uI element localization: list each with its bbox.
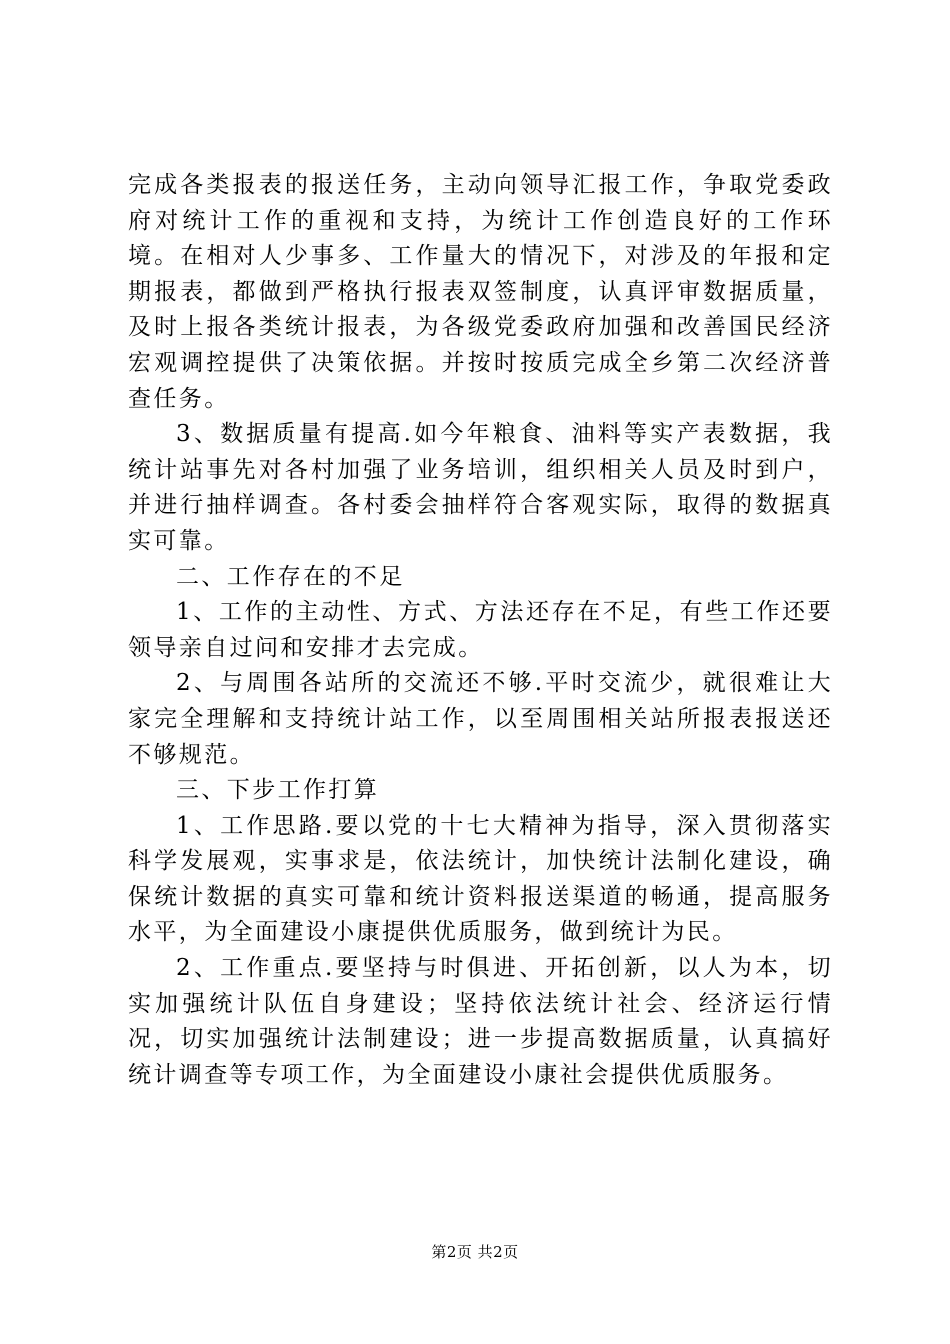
- section-heading-next-steps: 三、下步工作打算: [176, 777, 380, 804]
- paragraph-work-focus: 2、工作重点.要坚持与时俱进、开拓创新，以人为本，切实加强统计队伍自身建设；坚持依法统计社会、经济运行情况，切实加强统计法制建设；进一步提高数据质量，认真搞好统计调查等专项工作，为全面建设小康社会提供优质服务。: [128, 955, 833, 1088]
- section-heading-shortcomings: 二、工作存在的不足: [176, 563, 405, 590]
- page-footer: [0, 1241, 950, 1262]
- paragraph-data-quality: 3、数据质量有提高.如今年粮食、油料等实产表数据，我统计站事先对各村加强了业务培训，组织相关人员及时到户，并进行抽样调查。各村委会抽样符合客观实际，取得的数据真实可靠。: [128, 421, 833, 554]
- paragraph-work-approach: 1、工作思路.要以党的十七大精神为指导，深入贯彻落实科学发展观，实事求是，依法统计，加快统计法制化建设，确保统计数据的真实可靠和统计资料报送渠道的畅通，提高服务水平，为全面建设小康提供优质服务，做到统计为民。: [128, 812, 833, 946]
- paragraph-statistics-reporting: 完成各类报表的报送任务，主动向领导汇报工作，争取党委政府对统计工作的重视和支持，为统计工作创造良好的工作环境。在相对人少事多、工作量大的情况下，对涉及的年报和定期报表，都做到严格执行报表双签制度，认真评审数据质量，及时上报各类统计报表，为各级党委政府加强和改善国民经济宏观调控提供了决策依据。并按时按质完成全乡第二次经济普查任务。: [128, 172, 833, 412]
- paragraph-shortcoming-initiative: 1、工作的主动性、方式、方法还存在不足，有些工作还要领导亲自过问和安排才去完成。: [128, 599, 833, 661]
- document-body: [128, 168, 833, 1093]
- paragraph-shortcoming-communication: 2、与周围各站所的交流还不够.平时交流少，就很难让大家完全理解和支持统计站工作，以至周围相关站所报表报送还不够规范。: [128, 670, 833, 768]
- page-number-label: 第2页 共2页: [431, 1243, 519, 1261]
